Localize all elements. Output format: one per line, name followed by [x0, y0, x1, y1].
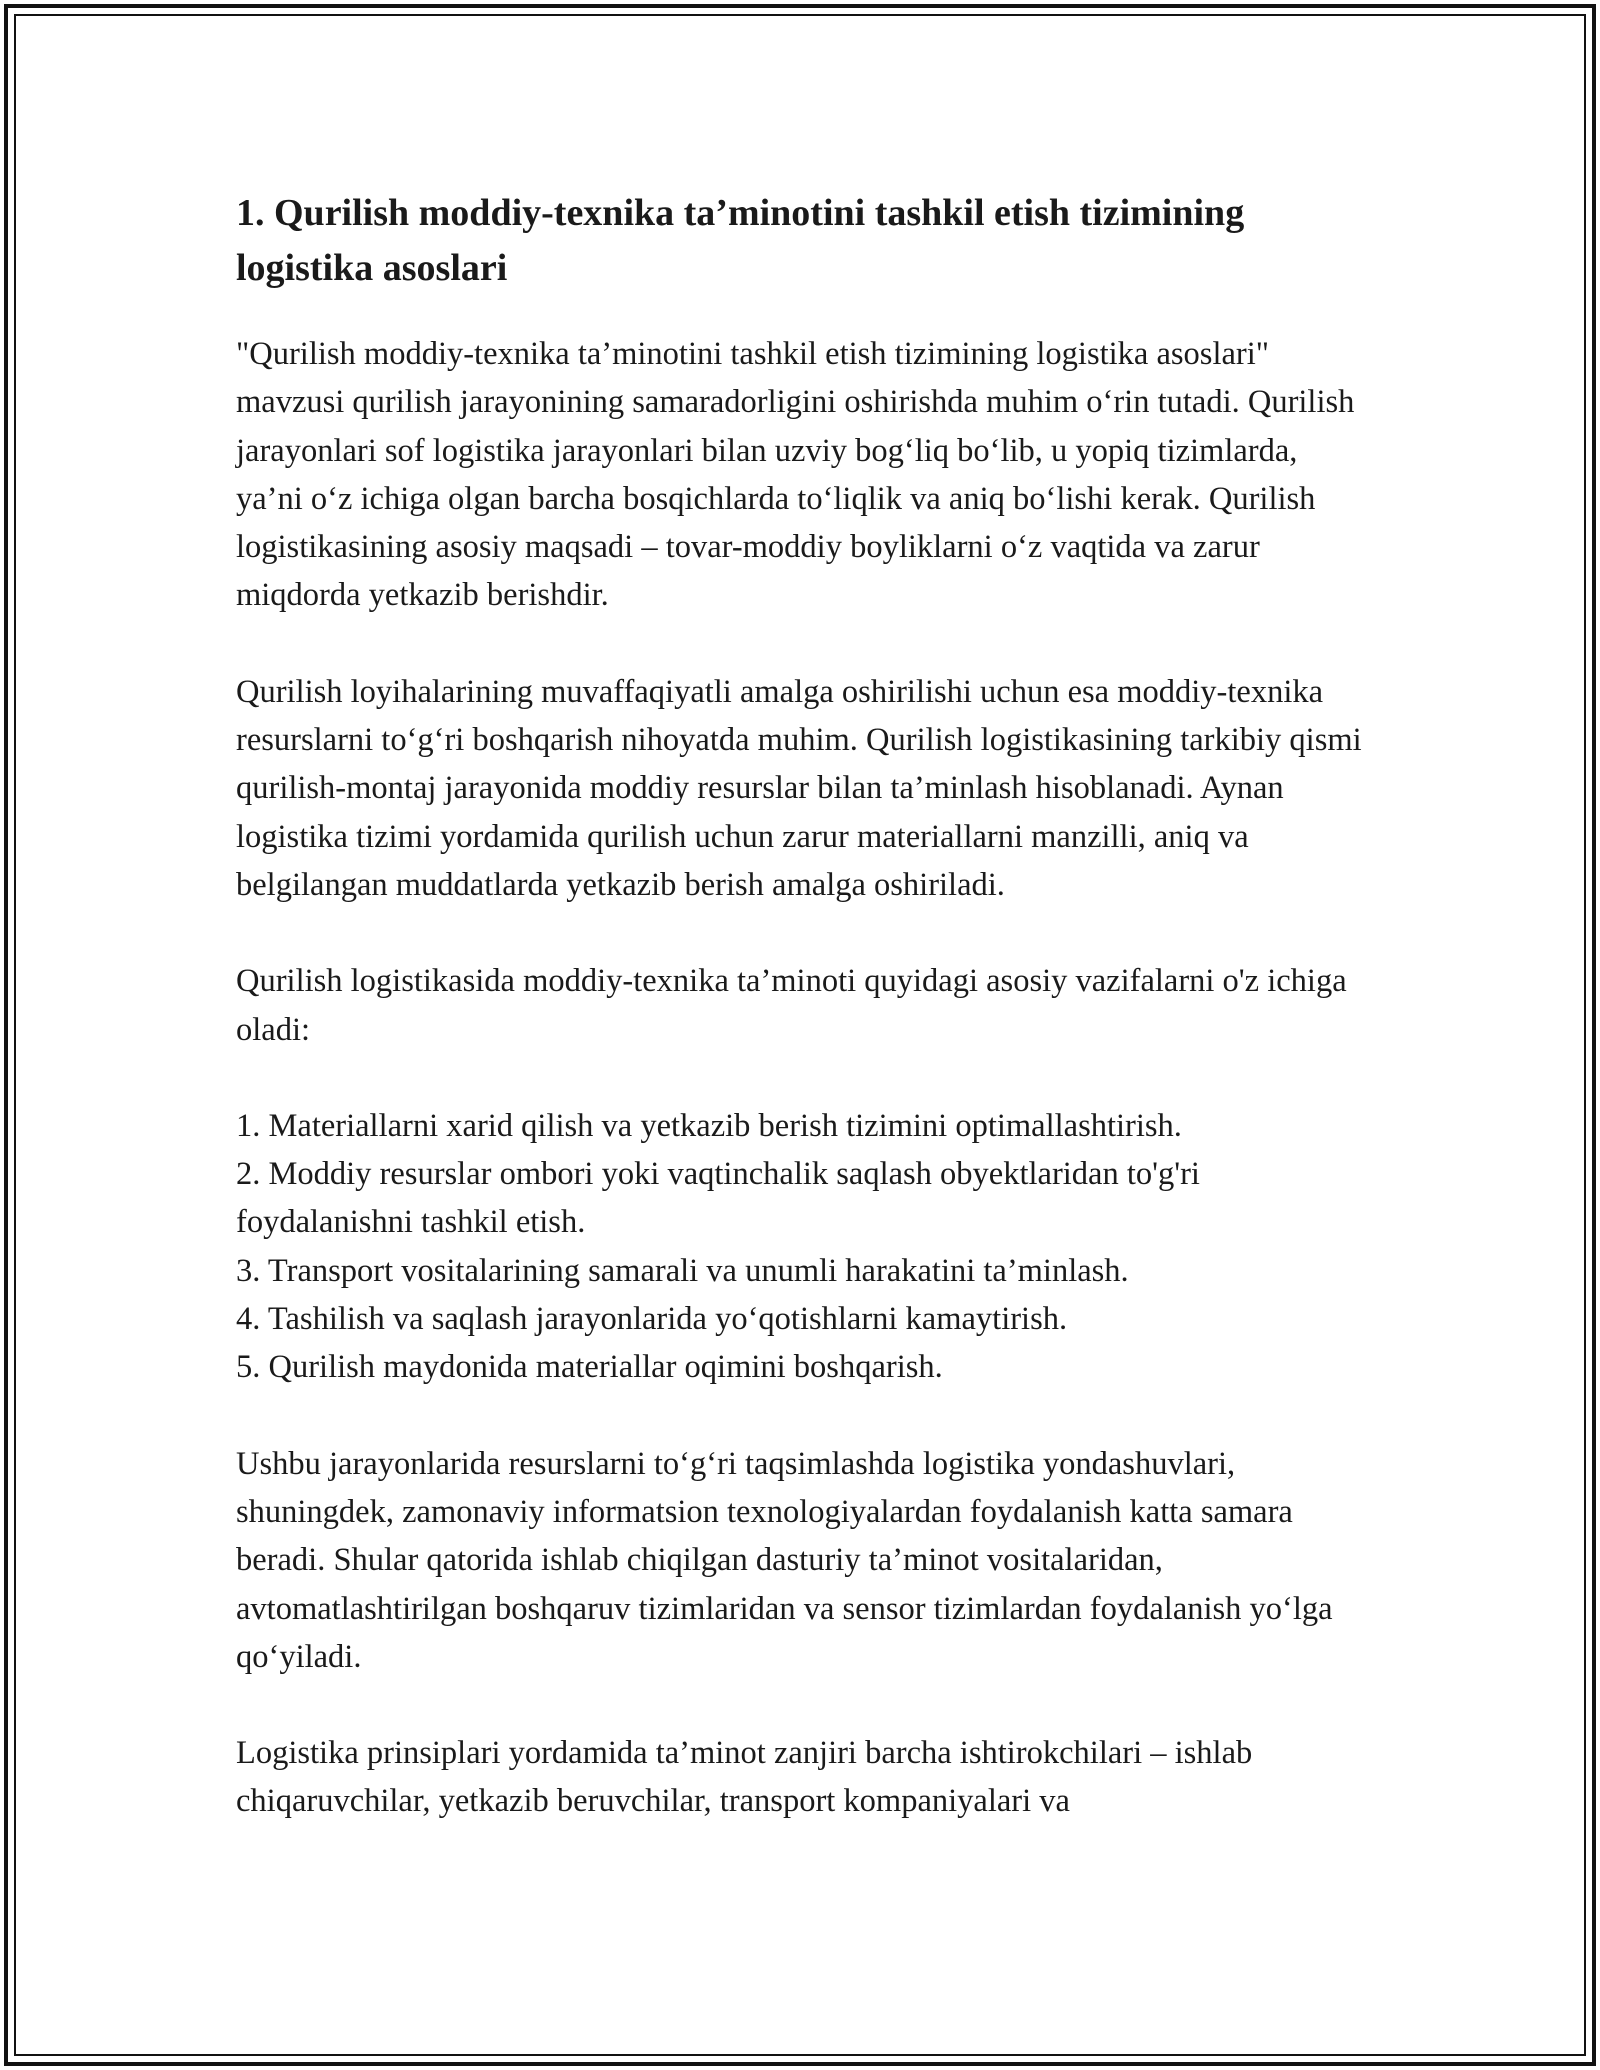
- list-item: 4. Tashilish va saqlash jarayonlarida yo‘qotishlarni kamaytirish.: [236, 1301, 1068, 1338]
- list-item: 3. Transport vositalarining samarali va unumli harakatini ta’minlash.: [236, 1252, 1129, 1289]
- document-title: 1. Qurilish moddiy-texnika ta’minotini tashkil etish tizimining logistika asoslari: [236, 192, 1245, 289]
- paragraph-supply-chain: Logistika prinsiplari yordamida ta’minot zanjiri barcha ishtirokchilari – ishlab chiqaruvchilar, yetkazib beruvchilar, transport kompaniyalari va: [236, 1735, 1253, 1820]
- list-item: 2. Moddiy resurslar ombori yoki vaqtinchalik saqlash obyektlaridan to'g'ri foydalanishni tashkil etish.: [236, 1156, 1200, 1241]
- tasks-list: [236, 1102, 1372, 1392]
- document-body: [236, 186, 1372, 1874]
- paragraph-intro: "Qurilish moddiy-texnika ta’minotini tashkil etish tizimining logistika asoslari" mavzusi qurilish jarayonining samaradorligini oshirishda muhim o‘rin tutadi. Qurilish jarayonlari sof logistika jarayonlari bilan uzviy bog‘liq bo‘lib, u yopiq tizimlarda, ya’ni o‘z ichiga olgan barcha bosqichlarda to‘liqlik va aniq bo‘lishi kerak. Qurilish logistikasining asosiy maqsadi – tovar-moddiy boyliklarni o‘z vaqtida va zarur miqdorda yetkazib berishdir.: [236, 336, 1355, 614]
- list-item: 5. Qurilish maydonida materiallar oqimini boshqarish.: [236, 1349, 943, 1386]
- paragraph-tasks-lead: Qurilish logistikasida moddiy-texnika ta’minoti quyidagi asosiy vazifalarni o'z ichiga oladi:: [236, 963, 1347, 1048]
- list-item: 1. Materiallarni xarid qilish va yetkazib berish tizimini optimallashtirish.: [236, 1107, 1182, 1144]
- paragraph-resources: Qurilish loyihalarining muvaffaqiyatli amalga oshirilishi uchun esa moddiy-texnika resurslarni to‘g‘ri boshqarish nihoyatda muhim. Qurilish logistikasining tarkibiy qismi qurilish-montaj jarayonida moddiy resurslar bilan ta’minlash hisoblanadi. Aynan logistika tizimi yordamida qurilish uchun zarur materiallarni manzilli, aniq va belgilangan muddatlarda yetkazib berish amalga oshiriladi.: [236, 673, 1362, 903]
- paragraph-technologies: Ushbu jarayonlarida resurslarni to‘g‘ri taqsimlashda logistika yondashuvlari, shuningdek, zamonaviy informatsion texnologiyalardan foydalanish katta samara beradi. Shular qatorida ishlab chiqilgan dasturiy ta’minot vositalaridan, avtomatlashtirilgan boshqaruv tizimlaridan va sensor tizimlardan foydalanish yo‘lga qo‘yiladi.: [236, 1445, 1333, 1675]
